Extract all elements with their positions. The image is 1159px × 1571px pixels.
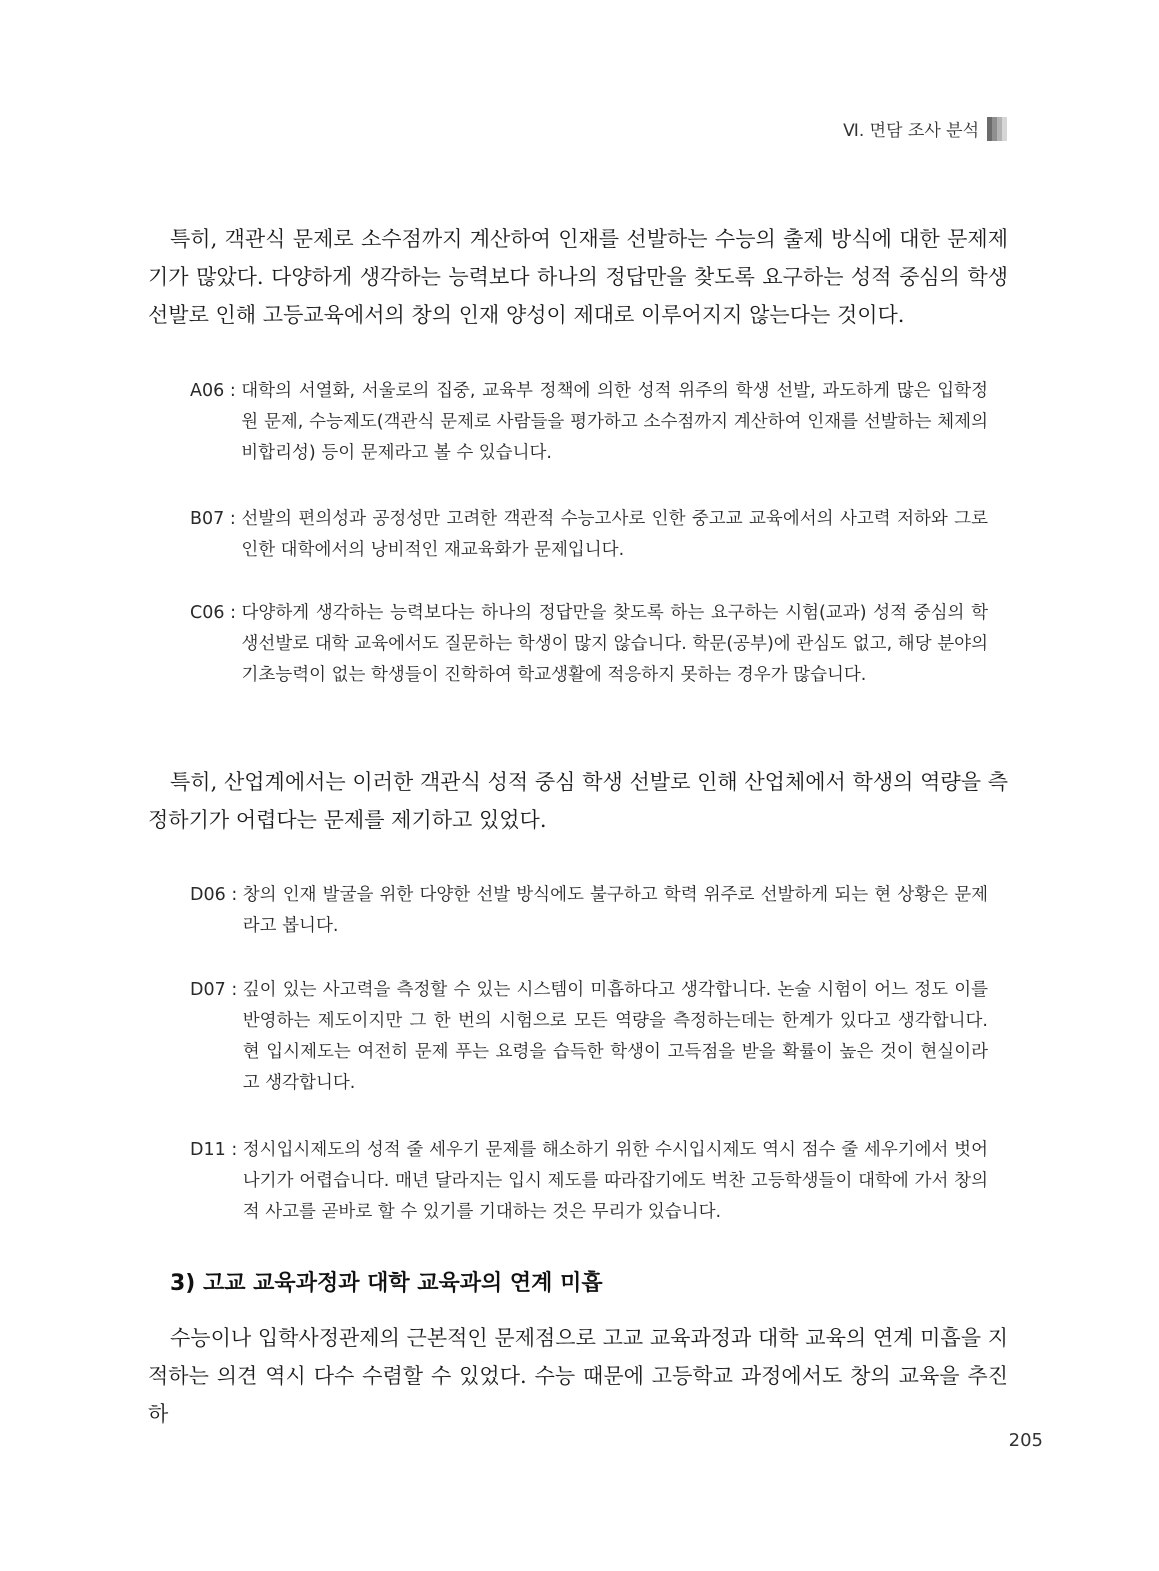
body-paragraph-1: 특히, 객관식 문제로 소수점까지 계산하여 인재를 선발하는 수능의 출제 방식에 대한 문제제기가 많았다. 다양하게 생각하는 능력보다 하나의 정답만을 찾도록 요구하는 성적 중심의 학생 선발로 인해 고등교육에서의 창의 인재 양성이 제대로 이루어지지 않는다는 것이다.	[148, 227, 1008, 327]
quote-text: 다양하게 생각하는 능력보다는 하나의 정답만을 찾도록 하는 요구하는 시험(교과) 성적 중심의 학생선발로 대학 교육에서도 질문하는 학생이 많지 않습니다. 학문(공부)에 관심도 없고, 해당 분야의 기초능력이 없는 학생들이 진학하여 학교생활에 적응하지 못하는 경우가 많습니다.	[241, 603, 988, 685]
quote-text: 깊이 있는 사고력을 측정할 수 있는 시스템이 미흡하다고 생각합니다. 논술 시험이 어느 정도 이를 반영하는 제도이지만 그 한 번의 시험으로 모든 역량을 측정하는데는 한계가 있다고 생각합니다. 현 입시제도는 여전히 문제 푸는 요령을 습득한 학생이 고득점을 받을 확률이 높은 것이 현실이라고 생각합니다.	[242, 980, 988, 1093]
body-paragraph-2: 특히, 산업계에서는 이러한 객관식 성적 중심 학생 선발로 인해 산업체에서 학생의 역량을 측정하기가 어렵다는 문제를 제기하고 있었다.	[148, 770, 1008, 832]
running-header	[843, 116, 1007, 141]
interview-quote-d07	[190, 975, 988, 1099]
interview-quote-a06	[190, 376, 988, 469]
interview-quote-b07	[190, 504, 988, 566]
quote-text: 정시입시제도의 성적 줄 세우기 문제를 해소하기 위한 수시입시제도 역시 점수 줄 세우기에서 벗어나기가 어렵습니다. 매년 달라지는 입시 제도를 따라잡기에도 벅찬 고등학생들이 대학에 가서 창의적 사고를 곧바로 할 수 있기를 기대하는 것은 무리가 있습니다.	[242, 1140, 988, 1222]
quote-code: C06 :	[190, 603, 242, 623]
quote-code: A06 :	[190, 381, 242, 401]
body-paragraph-3: 수능이나 입학사정관제의 근본적인 문제점으로 고교 교육과정과 대학 교육의 연계 미흡을 지적하는 의견 역시 다수 수렴할 수 있었다. 수능 때문에 고등학교 과정에서도 창의 교육을 추진하	[148, 1326, 1008, 1426]
interview-quote-d11	[190, 1135, 988, 1228]
quote-code: D11 :	[190, 1140, 243, 1160]
section-title: 3) 고교 교육과정과 대학 교육과의 연계 미흡	[170, 1271, 603, 1296]
interview-quote-c06	[190, 598, 988, 691]
quote-code: B07 :	[190, 509, 242, 529]
quote-code: D06 :	[190, 885, 243, 905]
interview-quote-d06	[190, 880, 988, 942]
page-number: 205	[1008, 1430, 1043, 1451]
running-title: Ⅵ. 면담 조사 분석	[843, 121, 979, 141]
header-gradient-bar	[987, 117, 1007, 141]
quote-text: 선발의 편의성과 공정성만 고려한 객관적 수능고사로 인한 중고교 교육에서의 사고력 저하와 그로 인한 대학에서의 낭비적인 재교육화가 문제입니다.	[241, 509, 988, 560]
quote-text: 창의 인재 발굴을 위한 다양한 선발 방식에도 불구하고 학력 위주로 선발하게 되는 현 상황은 문제라고 봅니다.	[242, 885, 988, 936]
quote-text: 대학의 서열화, 서울로의 집중, 교육부 정책에 의한 성적 위주의 학생 선발, 과도하게 많은 입학정원 문제, 수능제도(객관식 문제로 사람들을 평가하고 소수점까지 계산하여 인재를 선발하는 체제의 비합리성) 등이 문제라고 볼 수 있습니다.	[241, 381, 988, 463]
quote-code: D07 :	[190, 980, 243, 1000]
header-bar-segment	[1002, 117, 1007, 141]
